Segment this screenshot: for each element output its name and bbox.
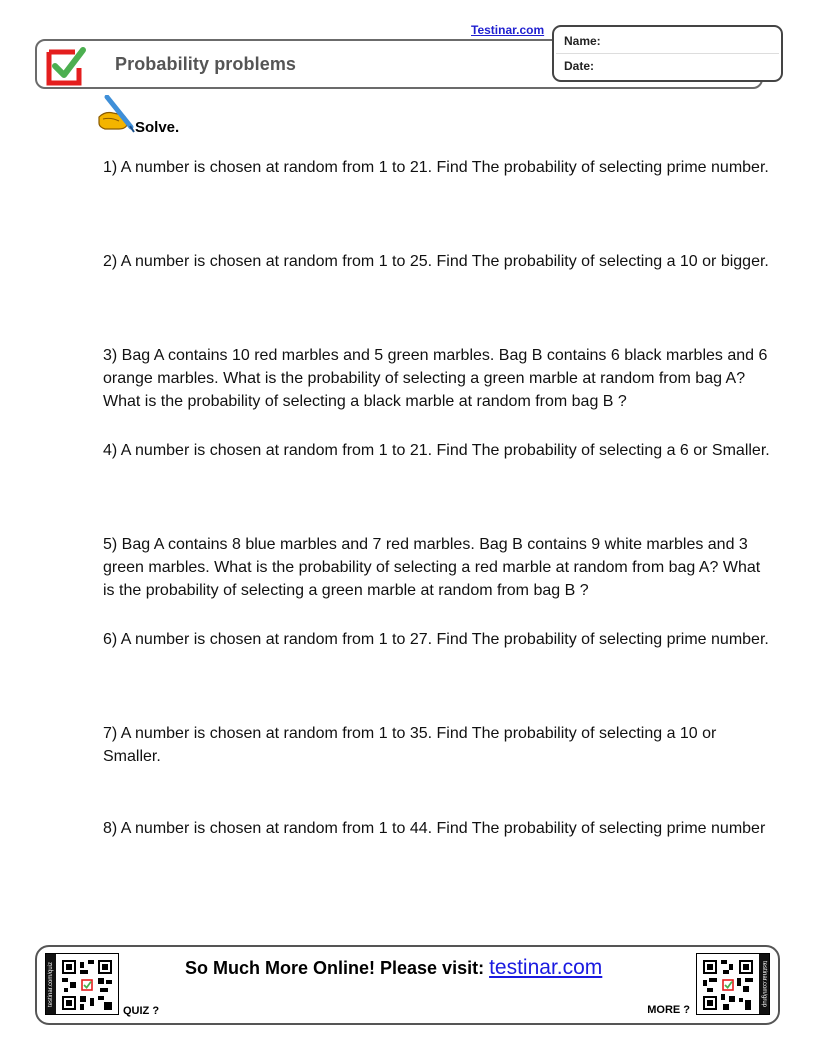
name-label: Name:: [564, 34, 601, 48]
date-label: Date:: [564, 59, 595, 73]
promo-text: [185, 956, 602, 980]
name-date-box: [552, 25, 783, 82]
question-1: 1) A number is chosen at random from 1 to 21. Find The probability of selecting prime number.: [103, 159, 769, 176]
writing-hand-icon: [97, 95, 137, 133]
footer-banner: [35, 945, 780, 1025]
quiz-label: QUIZ ?: [123, 1005, 160, 1017]
question-3: 3) Bag A contains 10 red marbles and 5 green marbles. Bag B contains 6 black marbles and 6 orange marbles. What is the probability of selecting a green marble at random from bag A? What is the probability of selecting a black marble at random from bag B ?: [103, 347, 768, 410]
question-6: 6) A number is chosen at random from 1 to 27. Find The probability of selecting prime number.: [103, 631, 769, 648]
checkbox-logo-icon: [45, 46, 89, 86]
qr-code-icon: [62, 960, 112, 1010]
page-title: Probability problems: [115, 54, 297, 74]
qr-code-icon: [703, 960, 753, 1010]
question-7: 7) A number is chosen at random from 1 to 35. Find The probability of selecting a 10 or Smaller.: [103, 725, 717, 765]
qr-strip-text: testinar.com/grup: [759, 954, 769, 1014]
question-2: 2) A number is chosen at random from 1 to 25. Find The probability of selecting a 10 or bigger.: [103, 253, 769, 270]
more-qr-code[interactable]: [696, 953, 770, 1015]
qr-strip-text: testinar.com/quiz: [46, 954, 56, 1014]
testinar-link[interactable]: Testinar.com: [471, 23, 545, 37]
quiz-qr-code[interactable]: [45, 953, 119, 1015]
divider: [556, 53, 779, 54]
more-label: MORE ?: [647, 1004, 690, 1016]
promo-message: So Much More Online! Please visit:: [185, 958, 490, 978]
question-8: 8) A number is chosen at random from 1 to 44. Find The probability of selecting prime number: [103, 820, 766, 837]
instruction-label: Solve.: [135, 119, 180, 136]
testinar-footer-link[interactable]: testinar.com: [489, 956, 603, 979]
question-5: 5) Bag A contains 8 blue marbles and 7 red marbles. Bag B contains 9 white marbles and 3 green marbles. What is the probability of selecting a red marble at random from bag A? What is the probability of selecting a green marble at random from bag B ?: [103, 536, 761, 599]
question-4: 4) A number is chosen at random from 1 to 21. Find The probability of selecting a 6 or Smaller.: [103, 442, 770, 459]
